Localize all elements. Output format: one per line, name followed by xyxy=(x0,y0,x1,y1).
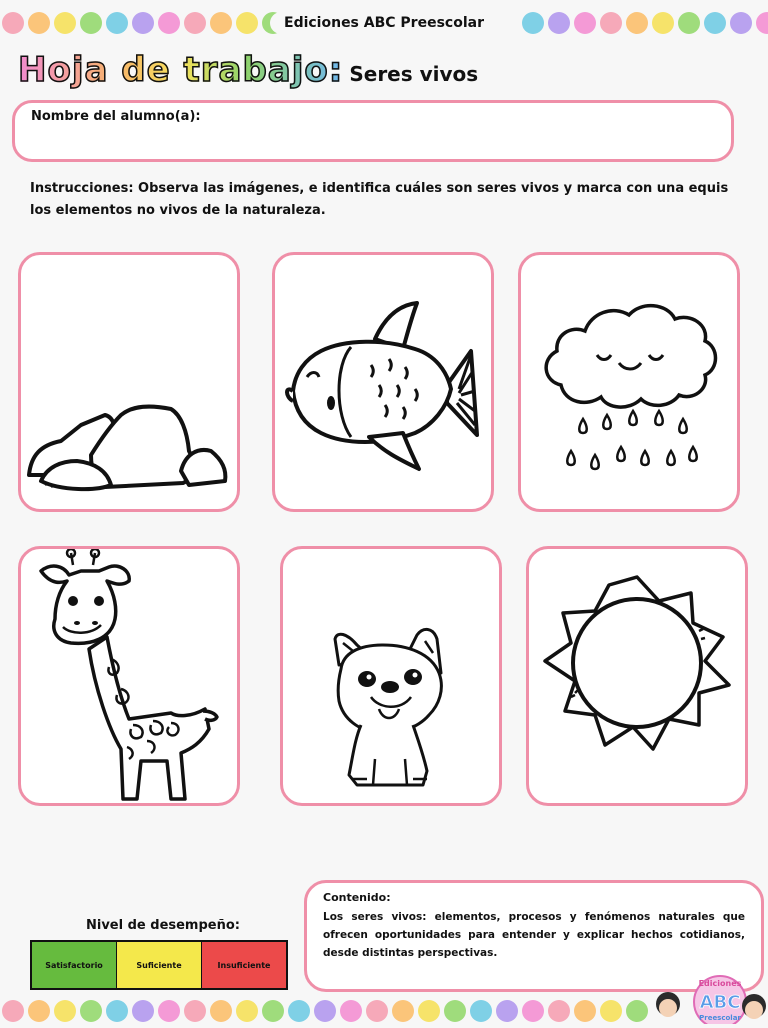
decorative-dot xyxy=(600,1000,622,1022)
decorative-dot xyxy=(2,1000,24,1022)
decorative-dot xyxy=(106,1000,128,1022)
decorative-dot xyxy=(340,1000,362,1022)
decorative-dot xyxy=(2,12,24,34)
page-title-sub: Seres vivos xyxy=(349,62,479,86)
decorative-dot xyxy=(184,1000,206,1022)
decorative-dot xyxy=(652,12,674,34)
performance-level-table xyxy=(30,940,288,990)
decorative-dot xyxy=(54,12,76,34)
decorative-dot xyxy=(184,12,206,34)
decorative-dot xyxy=(28,12,50,34)
decorative-dot xyxy=(210,1000,232,1022)
decorative-dot xyxy=(548,1000,570,1022)
decorative-dots-bottom xyxy=(0,1000,768,1024)
image-card-rain-cloud[interactable] xyxy=(518,252,740,512)
decorative-dot xyxy=(132,1000,154,1022)
decorative-dot xyxy=(600,12,622,34)
content-text: Los seres vivos: elementos, procesos y fenómenos naturales que ofrecen oportunidades para entender y explicar hechos cotidianos, desde distintas perspectivas. xyxy=(323,911,745,959)
level-satisfactory[interactable] xyxy=(32,942,117,988)
publisher-logo-image xyxy=(654,972,766,1024)
level-satisfactory-label: Satisfactorio xyxy=(45,960,103,970)
sun-icon xyxy=(529,549,745,803)
decorative-dot xyxy=(210,12,232,34)
decorative-dot xyxy=(574,1000,596,1022)
level-sufficient-label: Suficiente xyxy=(136,960,182,970)
decorative-dot xyxy=(262,1000,284,1022)
decorative-dot xyxy=(522,1000,544,1022)
decorative-dot xyxy=(704,12,726,34)
instructions-line-1: Instrucciones: Observa las imágenes, e identifica cuáles son seres vivos y marca con una equis xyxy=(30,181,729,196)
decorative-dot xyxy=(444,1000,466,1022)
decorative-dot xyxy=(470,1000,492,1022)
decorative-dot xyxy=(288,1000,310,1022)
decorative-dot xyxy=(106,12,128,34)
performance-level-label: Nivel de desempeño: xyxy=(86,918,240,933)
giraffe-icon xyxy=(21,549,237,803)
decorative-dot xyxy=(54,1000,76,1022)
decorative-dot xyxy=(366,1000,388,1022)
decorative-dot xyxy=(80,12,102,34)
decorative-dot xyxy=(496,1000,518,1022)
level-insufficient[interactable] xyxy=(202,942,286,988)
instructions-line-2: los elementos no vivos de la naturaleza. xyxy=(30,203,326,218)
decorative-dot xyxy=(28,1000,50,1022)
decorative-dot xyxy=(236,1000,258,1022)
page-title xyxy=(18,50,478,94)
decorative-dot xyxy=(522,12,544,34)
decorative-dot xyxy=(392,1000,414,1022)
content-title: Contenido: xyxy=(323,891,391,904)
decorative-dot xyxy=(574,12,596,34)
decorative-dot xyxy=(132,12,154,34)
decorative-dot xyxy=(626,1000,648,1022)
page-title-main: Hoja de trabajo: xyxy=(18,50,344,90)
publisher-logo xyxy=(654,972,766,1024)
decorative-dot xyxy=(158,12,180,34)
logo-bottom-text: Preescolar xyxy=(699,1014,741,1022)
rain-drops xyxy=(567,411,697,469)
rocks-icon xyxy=(21,255,237,509)
level-insufficient-label: Insuficiente xyxy=(217,960,271,970)
decorative-dot xyxy=(548,12,570,34)
decorative-dot xyxy=(158,1000,180,1022)
rain-cloud-icon xyxy=(521,255,737,509)
decorative-dot xyxy=(678,12,700,34)
logo-top-text: Ediciones xyxy=(698,979,742,988)
decorative-dot xyxy=(730,12,752,34)
instructions xyxy=(30,178,750,222)
decorative-dot xyxy=(80,1000,102,1022)
image-card-sun[interactable] xyxy=(526,546,748,806)
decorative-dot xyxy=(314,1000,336,1022)
student-name-label: Nombre del alumno(a): xyxy=(31,109,201,124)
dog-icon xyxy=(283,549,499,803)
publisher-banner: Ediciones ABC Preescolar xyxy=(270,12,498,34)
image-card-giraffe[interactable] xyxy=(18,546,240,806)
decorative-dot xyxy=(626,12,648,34)
student-name-field[interactable] xyxy=(12,100,734,162)
image-card-rocks[interactable] xyxy=(18,252,240,512)
decorative-dot xyxy=(418,1000,440,1022)
logo-main-text: ABC xyxy=(699,992,741,1013)
image-card-fish[interactable] xyxy=(272,252,494,512)
level-sufficient[interactable] xyxy=(117,942,202,988)
decorative-dot xyxy=(236,12,258,34)
image-card-dog[interactable] xyxy=(280,546,502,806)
fish-icon xyxy=(275,255,491,509)
decorative-dot xyxy=(756,12,768,34)
